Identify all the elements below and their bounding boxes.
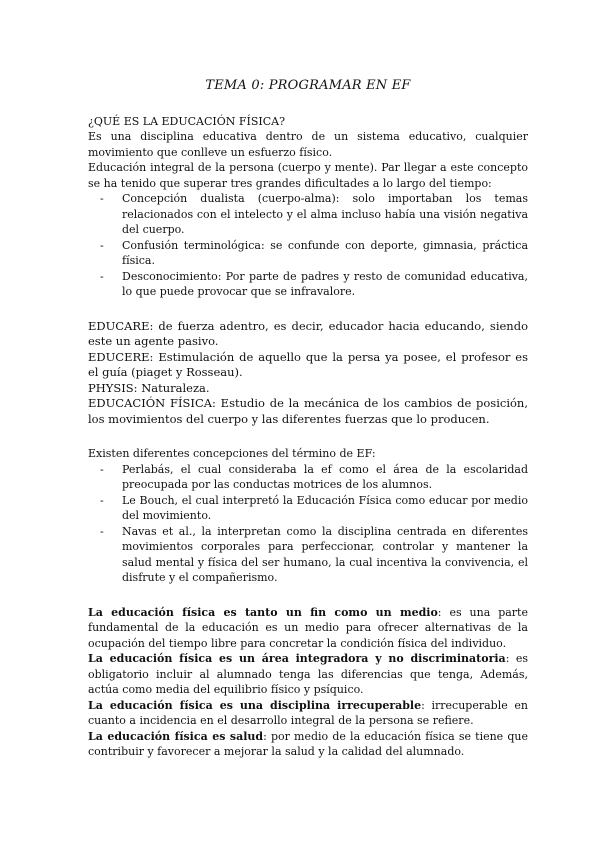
ef-definition-paragraph: EDUCACIÓN FÍSICA: Estudio de la mecánica de los cambios de posición, los movimientos del cuerpo y las diferentes fuerzas que lo producen. — [88, 396, 528, 426]
principle-text: : por medio de la educación física se tiene que contribuir y favorecer a mejorar la salud y la calidad del alumnado. — [88, 729, 528, 758]
list-item: - Perlabás, el cual consideraba la ef como el área de la escolaridad preocupada por las conductas motrices de los alumnos. — [122, 462, 528, 493]
list-item: - Le Bouch, el cual interpretó la Educación Física como educar por medio del movimiento. — [122, 493, 528, 524]
principle-text: : es obligatorio incluir al alumnado tenga las diferencias que tenga, Además, actúa como media del equilibrio físico y psíquico. — [88, 652, 529, 696]
principle-bold: La educación física es tanto un fin como un medio — [88, 605, 438, 619]
list-item: - Concepción dualista (cuerpo-alma): solo importaban los temas relacionados con el intelecto y el alma incluso había una visión negativa del cuerpo. — [122, 191, 528, 238]
principle-bold: La educación física es salud — [88, 729, 264, 743]
principle-paragraph — [88, 698, 528, 729]
principle-text: : es una parte fundamental de la educación es un medio para ofrecer alternativas de la ocupación del tiempo libre para concretar la condición física del individuo. — [88, 605, 528, 650]
educare-paragraph: EDUCARE: de fuerza adentro, es decir, educador hacia educando, siendo este un agente pasivo. — [88, 318, 528, 348]
principle-bold: La educación física es un área integradora y no discriminatoria — [88, 652, 506, 665]
difficulties-list — [88, 191, 528, 300]
list-item: - Confusión terminológica: se confunde con deporte, gimnasia, práctica física. — [122, 238, 528, 269]
principle-paragraph — [88, 729, 528, 760]
concepts-intro: Existen diferentes concepciones del término de EF: — [88, 447, 376, 460]
page-title: TEMA 0: PROGRAMAR EN EF — [205, 78, 411, 93]
principle-paragraph — [88, 651, 528, 698]
section-heading: ¿QUÉ ES LA EDUCACIÓN FÍSICA? — [88, 114, 286, 128]
educere-paragraph: EDUCERE: Estimulación de aquello que la persa ya posee, el profesor es el guía (piaget y Rosseau). — [88, 349, 528, 379]
physis-paragraph: PHYSIS: Naturaleza. — [88, 380, 210, 395]
integral-education-paragraph: Educación integral de la persona (cuerpo y mente). Par llegar a este concepto se ha tenido que superar tres grandes dificultades a lo largo del tiempo: — [88, 161, 528, 190]
list-item: - Desconocimiento: Por parte de padres y resto de comunidad educativa, lo que puede provocar que se infravalore. — [122, 269, 528, 300]
concepts-list — [88, 462, 528, 586]
principle-paragraph — [88, 605, 528, 652]
list-item: - Navas et al., la interpretan como la disciplina centrada en diferentes movimientos corporales para perfeccionar, controlar y mantener la salud mental y física del ser humano, la cual incentiva la convivencia, el disfrute y el compañerismo. — [122, 524, 528, 586]
principle-bold: La educación física es una disciplina irrecuperable — [88, 698, 422, 712]
principle-text: : irrecuperable en cuanto a incidencia en el desarrollo integral de la persona se refiere. — [88, 698, 528, 727]
definition-paragraph: Es una disciplina educativa dentro de un sistema educativo, cualquier movimiento que conlleve un esfuerzo físico. — [88, 130, 528, 159]
